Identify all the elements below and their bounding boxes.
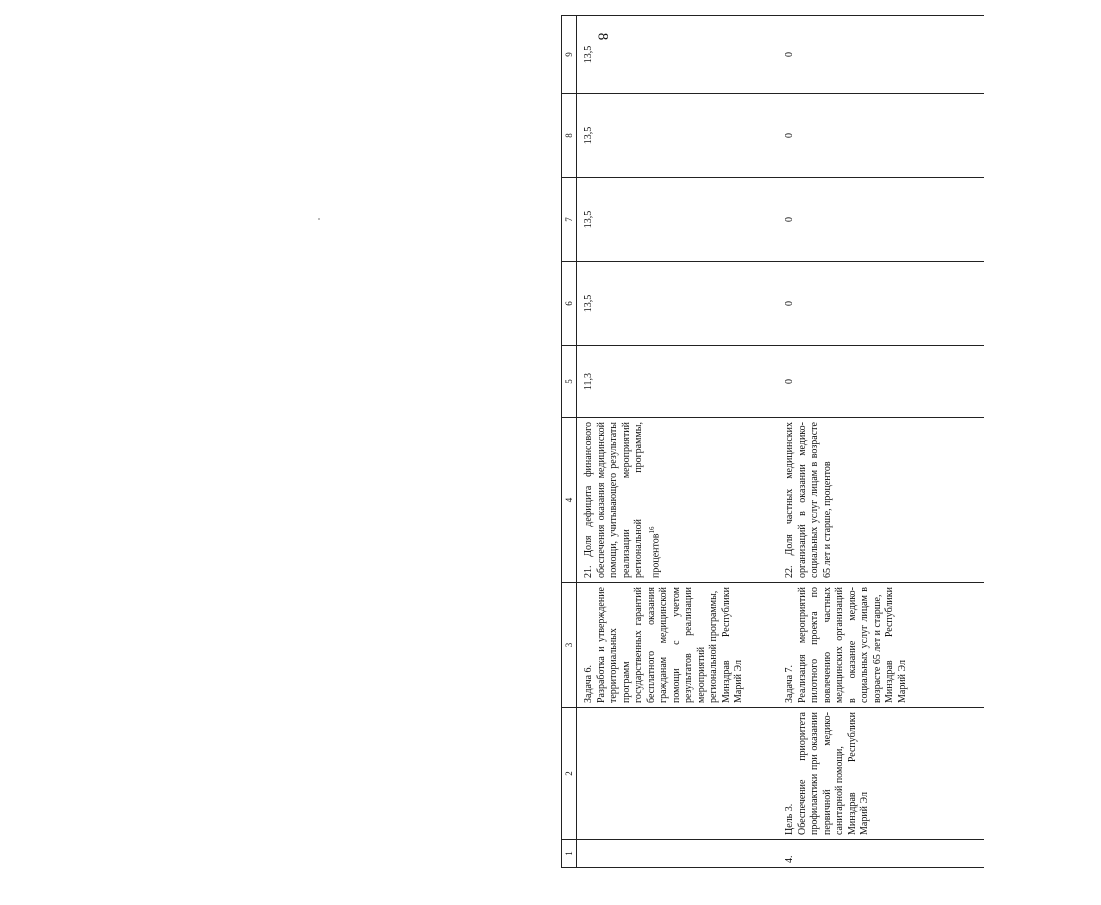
column-number: 1 (562, 840, 577, 868)
table-row (577, 16, 779, 868)
value-cell: 11,3 (577, 346, 779, 418)
indicator-cell: 22. Доля частных медицинских организаций в оказании медико-социальных услуг лицам в возрасте 65 лет и старше, процентов (778, 418, 984, 583)
footnote-ref: 16 (647, 526, 656, 534)
scan-speck (318, 218, 320, 220)
value-cell: 0 (778, 262, 984, 346)
rotated-table-canvas (561, 2, 1101, 868)
indicator-cell (577, 418, 779, 583)
value-cell: 13,5 (577, 262, 779, 346)
column-number: 3 (562, 583, 577, 708)
column-number: 4 (562, 418, 577, 583)
value-cell: 13,5 (577, 178, 779, 262)
indicator-text: 21. Доля дефицита финансового обеспечения оказания медицинской помощи, учитывающего результаты реализации мероприятий региональной программы, процентов (583, 422, 661, 578)
column-number: 6 (562, 262, 577, 346)
value-cell: 0 (778, 16, 984, 94)
task-cell: Задача 7. Реализация мероприятий пилотного проекта по вовлечению частных медицинских организаций в оказание медико-социальных услуг лицам в возрасте 65 лет и старше, Минздрав Республики Марий Эл (778, 583, 984, 708)
value-cell: 13,5 (577, 94, 779, 178)
value-cell: 0 (778, 94, 984, 178)
value-cell: 0 (778, 178, 984, 262)
column-number-row (562, 16, 577, 868)
column-number: 8 (562, 94, 577, 178)
goal-cell (577, 708, 779, 840)
value-cell: 0 (778, 346, 984, 418)
column-number: 2 (562, 708, 577, 840)
value-cell: 13,5 (577, 16, 779, 94)
column-number: 9 (562, 16, 577, 94)
indicators-table (561, 15, 984, 868)
goal-cell: Цель 3. Обеспечение приоритета профилактики при оказании первичной медико-санитарной помощи, Минздрав Республики Марий Эл (778, 708, 984, 840)
column-number: 7 (562, 178, 577, 262)
page-number: 8 (594, 32, 611, 41)
row-number: 4. (778, 840, 984, 868)
column-number: 5 (562, 346, 577, 418)
table-row (778, 16, 984, 868)
row-number (577, 840, 779, 868)
task-cell: Задача 6. Разработка и утверждение территориальных программ государственных гарантий бесплатного оказания гражданам медицинской помощи с учетом результатов реализации мероприятий региональной программы, Минздрав Республики Марий Эл (577, 583, 779, 708)
